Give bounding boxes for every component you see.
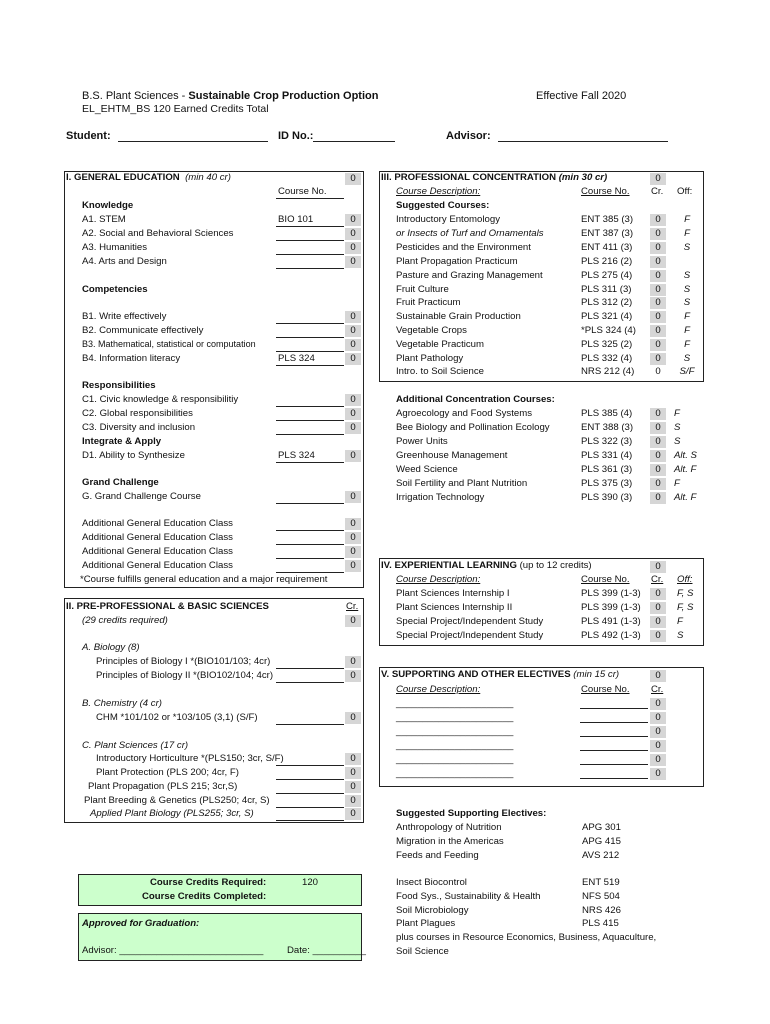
course-number: ENT 388 (3) [581,422,634,433]
chemistry-heading: B. Chemistry (4 cr) [82,698,162,709]
prof-cr-header: Cr. [651,186,664,197]
credits-required-label: Course Credits Required: [150,877,267,888]
course-offered: S [674,422,681,433]
p3-label: Plant Propagation (PLS 215; 3cr,S) [88,781,238,792]
course-number: PLS 399 (1-3) [581,588,641,599]
p3-cr[interactable]: 0 [345,781,361,793]
elective-description-field[interactable]: ______________________ [396,712,514,723]
pre-prof-total: 0 [345,615,361,627]
additional-3-field[interactable] [276,558,344,559]
course-number: PLS 332 (4) [581,353,633,364]
gen-ed-title: I. GENERAL EDUCATION (min 40 cr) [66,172,231,183]
course-offered: S [683,284,691,295]
student-label: Student: [66,130,111,142]
a1-label: A1. STEM [82,214,126,225]
prof-off-header: Off: [677,186,693,197]
course-name: Sustainable Grain Production [396,311,521,322]
a4-label: A4. Arts and Design [82,256,167,267]
c1-cr[interactable]: 0 [345,394,361,406]
p4-label: Plant Breeding & Genetics (PLS250; 4cr, S) [84,795,270,806]
course-credit-cell[interactable]: 0 [650,339,666,351]
chm-label: CHM *101/102 or *103/105 (3,1) (S/F) [96,712,258,723]
course-offered: S [683,270,691,281]
course-name: Power Units [396,436,448,447]
course-name: Irrigation Technology [396,492,485,503]
course-number: ENT 411 (3) [581,242,633,253]
course-number: PLS 322 (3) [581,436,633,447]
prof-conc-title: III. PROFESSIONAL CONCENTRATION (min 30 cr) [381,172,608,183]
d1-label: D1. Ability to Synthesize [82,450,185,461]
additional-2: Additional General Education Class [82,532,233,543]
elective-number: AVS 212 [582,850,620,861]
d1-field[interactable] [276,462,344,463]
course-offered: F, S [677,588,694,599]
elective-name: Migration in the Americas [396,836,504,847]
d1-course: PLS 324 [278,450,315,461]
bio1-label: Principles of Biology I *(BIO101/103; 4cr) [96,656,271,667]
course-offered: S [683,353,691,364]
id-field[interactable] [313,141,395,142]
elective-course-field[interactable] [580,736,648,737]
bio2-cr[interactable]: 0 [345,670,361,682]
course-credit-cell[interactable]: 0 [650,464,666,476]
id-label: ID No.: [278,130,314,142]
p4-cr[interactable]: 0 [345,795,361,807]
gen-ed-total: 0 [345,173,361,185]
course-credit-cell[interactable]: 0 [650,311,666,323]
elective-credit-cell[interactable]: 0 [650,768,666,780]
b3-cr[interactable]: 0 [345,339,361,351]
course-name: Plant Sciences Internship I [396,588,510,599]
course-name: Vegetable Practicum [396,339,484,350]
plus-courses-text: plus courses in Resource Economics, Business, Aquaculture, [396,932,657,943]
course-name: Introductory Entomology [396,214,500,225]
course-credit-cell[interactable]: 0 [650,630,666,642]
course-offered: Alt. S [674,450,697,461]
course-name: Plant Sciences Internship II [396,602,513,613]
bio1-field[interactable] [276,668,344,669]
student-field[interactable] [118,141,268,142]
biology-heading: A. Biology (8) [82,642,140,653]
p2-field[interactable] [276,779,344,780]
b3-field[interactable] [276,351,344,352]
page-subtitle: EL_EHTM_BS 120 Earned Credits Total [82,103,269,115]
exp-off-header: Off: [677,574,693,585]
prof-conc-total: 0 [650,173,666,185]
course-number: *PLS 324 (4) [581,325,636,336]
course-name: Pesticides and the Environment [396,242,531,253]
elective-number: NRS 426 [582,905,621,916]
course-credit-cell[interactable]: 0 [650,422,666,434]
prof-course-header: Course No. [581,186,630,197]
elective-description-field[interactable]: ______________________ [396,768,514,779]
course-name: Greenhouse Management [396,450,508,461]
course-credit-cell[interactable]: 0 [650,436,666,448]
course-offered: F [684,339,690,350]
g-cr[interactable]: 0 [345,491,361,503]
course-name: Bee Biology and Pollination Ecology [396,422,550,433]
elective-course-field[interactable] [580,778,648,779]
course-offered: S [683,297,691,308]
course-number: PLS 385 (4) [581,408,633,419]
a4-field[interactable] [276,268,344,269]
pre-prof-title: II. PRE-PROFESSIONAL & BASIC SCIENCES [66,601,269,612]
course-credit-cell[interactable]: 0 [650,450,666,462]
g-field[interactable] [276,503,344,504]
course-credit-cell[interactable]: 0 [650,242,666,254]
course-offered: Alt. F [674,492,697,503]
approval-date[interactable]: Date: __________ [287,945,366,956]
elective-credit-cell[interactable]: 0 [650,740,666,752]
exp-title: IV. EXPERIENTIAL LEARNING (up to 12 credits) [381,560,592,571]
course-offered: S [674,436,681,447]
b1-field[interactable] [276,323,344,324]
bio1-cr[interactable]: 0 [345,656,361,668]
elective-credit-cell[interactable]: 0 [650,698,666,710]
course-number: PLS 491 (1-3) [581,616,641,627]
course-name: Vegetable Crops [396,325,467,336]
a1-course: BIO 101 [278,214,314,225]
additional-3: Additional General Education Class [82,546,233,557]
advisor-signature[interactable]: Advisor: ___________________________ [82,945,264,956]
course-credit-cell[interactable]: 0 [650,492,666,504]
course-number: ENT 385 (3) [581,214,634,225]
b4-field[interactable] [276,365,344,366]
advisor-label: Advisor: [446,130,491,142]
elective-description-field[interactable]: ______________________ [396,740,514,751]
b2-label: B2. Communicate effectively [82,325,204,336]
course-offered: F [684,325,690,336]
header-rule [276,198,344,199]
course-name: Special Project/Independent Study [396,630,544,641]
b1-label: B1. Write effectively [82,311,167,322]
b4-cr[interactable]: 0 [345,353,361,365]
course-offered: Alt. F [674,464,697,475]
exp-desc-header: Course Description: [396,574,481,585]
course-number: PLS 275 (4) [581,270,633,281]
c1-label: C1. Civic knowledge & responsibilitiy [82,394,239,405]
p2-label: Plant Protection (PLS 200; 4cr, F) [96,767,239,778]
p4-field[interactable] [276,807,344,808]
elective-number: APG 415 [582,836,621,847]
elective-course-field[interactable] [580,750,648,751]
elective-credit-cell[interactable]: 0 [650,726,666,738]
elective-number: ENT 519 [582,877,620,888]
additional-conc-heading: Additional Concentration Courses: [396,394,555,405]
elective-name: Insect Biocontrol [396,877,467,888]
effective-date: Effective Fall 2020 [536,90,627,102]
additional-4: Additional General Education Class [82,560,233,571]
elective-credit-cell[interactable]: 0 [650,754,666,766]
course-name: Plant Propagation Practicum [396,256,518,267]
course-name: Special Project/Independent Study [396,616,544,627]
competencies-heading: Competencies [82,284,148,295]
course-credit-cell[interactable]: 0 [650,602,666,614]
elective-name: Feeds and Feeding [396,850,479,861]
supp-desc-header: Course Description: [396,684,481,695]
d1-cr[interactable]: 0 [345,450,361,462]
plus-courses-text-2: Soil Science [396,946,449,957]
b3-label: B3. Mathematical, statistical or computation [82,339,256,349]
elective-name: Soil Microbiology [396,905,469,916]
grand-heading: Grand Challenge [82,477,159,488]
additional-2-field[interactable] [276,544,344,545]
bio2-label: Principles of Biology II *(BIO102/104; 4cr) [96,670,274,681]
course-credit-cell[interactable]: 0 [650,270,666,282]
a1-field[interactable] [276,226,344,227]
course-credit-cell[interactable]: 0 [650,228,666,240]
credits-required-value: 120 [302,877,319,888]
course-offered: S [683,242,691,253]
course-number: PLS 399 (1-3) [581,602,641,613]
exp-cr-header: Cr. [651,574,664,585]
exp-total: 0 [650,561,666,573]
suggested-heading: Suggested Courses: [396,200,490,211]
course-offered: F [674,408,680,419]
additional-3-cr[interactable]: 0 [345,546,361,558]
c2-label: C2. Global responsibilities [82,408,193,419]
advisor-field[interactable] [498,141,668,142]
p1-label: Introductory Horticulture *(PLS150; 3cr, S/F) [96,753,284,764]
additional-2-cr[interactable]: 0 [345,532,361,544]
chm-cr[interactable]: 0 [345,712,361,724]
pre-prof-credits: (29 credits required) [82,615,168,626]
course-number: PLS 492 (1-3) [581,630,641,641]
knowledge-heading: Knowledge [82,200,134,211]
course-offered: F [674,478,680,489]
elective-course-field[interactable] [580,722,648,723]
elective-description-field[interactable]: ______________________ [396,726,514,737]
pre-prof-cr-header: Cr. [346,601,359,612]
elective-description-field[interactable]: ______________________ [396,754,514,765]
elective-description-field[interactable]: ______________________ [396,698,514,709]
p1-cr[interactable]: 0 [345,753,361,765]
credits-completed-label: Course Credits Completed: [142,891,267,902]
a4-cr[interactable]: 0 [345,256,361,268]
c3-cr[interactable]: 0 [345,422,361,434]
a2-field[interactable] [276,240,344,241]
suggested-supporting-heading: Suggested Supporting Electives: [396,808,547,819]
gen-ed-footnote: *Course fulfills general education and a major requirement [80,574,328,585]
integrate-heading: Integrate & Apply [82,436,162,447]
course-name: Soil Fertility and Plant Nutrition [396,478,528,489]
course-credit-cell[interactable]: 0 [650,478,666,490]
course-number: PLS 361 (3) [581,464,633,475]
p5-label: Applied Plant Biology (PLS255; 3cr, S) [90,808,254,819]
c2-field[interactable] [276,420,344,421]
elective-number: NFS 504 [582,891,620,902]
course-number: ENT 387 (3) [581,228,634,239]
course-number: PLS 325 (2) [581,339,633,350]
elective-course-field[interactable] [580,708,648,709]
supp-title: V. SUPPORTING AND OTHER ELECTIVES (min 15 cr) [381,669,620,680]
course-name: Intro. to Soil Science [396,366,484,377]
course-name: Fruit Practicum [396,297,461,308]
a3-label: A3. Humanities [82,242,148,253]
g-label: G. Grand Challenge Course [82,491,201,502]
p3-field[interactable] [276,793,344,794]
course-number: PLS 390 (3) [581,492,633,503]
b2-field[interactable] [276,337,344,338]
additional-4-field[interactable] [276,572,344,573]
additional-1-field[interactable] [276,530,344,531]
course-credit-cell[interactable]: 0 [650,214,666,226]
course-name: Weed Science [396,464,458,475]
course-name: Fruit Culture [396,284,449,295]
chm-field[interactable] [276,724,344,725]
course-credit-cell[interactable]: 0 [650,616,666,628]
course-offered: S/F [679,366,695,377]
elective-name: Food Sys., Sustainability & Health [396,891,541,902]
supp-cr-header: Cr. [651,684,664,695]
course-name: Agroecology and Food Systems [396,408,532,419]
course-credit-cell[interactable]: 0 [650,588,666,600]
elective-number: APG 301 [582,822,621,833]
exp-course-header: Course No. [581,574,630,585]
elective-name: Plant Plagues [396,918,456,929]
course-number: NRS 212 (4) [581,366,635,377]
course-number: PLS 216 (2) [581,256,633,267]
a1-cr[interactable]: 0 [345,214,361,226]
a2-label: A2. Social and Behavioral Sciences [82,228,234,239]
course-offered: F, S [677,602,694,613]
course-name: Plant Pathology [396,353,464,364]
page-title: B.S. Plant Sciences - Sustainable Crop Production Option [82,90,379,102]
p1-field[interactable] [276,765,344,766]
additional-4-cr[interactable]: 0 [345,560,361,572]
course-number: PLS 312 (2) [581,297,633,308]
p2-cr[interactable]: 0 [345,767,361,779]
bio2-field[interactable] [276,682,344,683]
course-name: Pasture and Grazing Management [396,270,543,281]
supp-course-header: Course No. [581,684,630,695]
approved-label: Approved for Graduation: [82,918,200,929]
course-credit-cell[interactable]: 0 [650,353,666,365]
additional-1: Additional General Education Class [82,518,233,529]
course-offered: F [677,616,683,627]
supp-total: 0 [650,670,666,682]
c2-cr[interactable]: 0 [345,408,361,420]
a2-cr[interactable]: 0 [345,228,361,240]
elective-name: Anthropology of Nutrition [396,822,502,833]
course-credit-cell[interactable]: 0 [650,284,666,296]
a3-field[interactable] [276,254,344,255]
responsibilities-heading: Responsibilities [82,380,156,391]
c3-label: C3. Diversity and inclusion [82,422,196,433]
course-number: PLS 321 (4) [581,311,633,322]
course-offered: F [684,311,690,322]
plant-sciences-heading: C. Plant Sciences (17 cr) [82,740,189,751]
b4-course: PLS 324 [278,353,315,364]
additional-1-cr[interactable]: 0 [345,518,361,530]
course-credit-cell[interactable]: 0 [650,297,666,309]
p5-cr[interactable]: 0 [345,808,361,820]
elective-course-field[interactable] [580,764,648,765]
course-offered: F [684,228,690,239]
course-credit-cell[interactable]: 0 [650,408,666,420]
elective-credit-cell[interactable]: 0 [650,712,666,724]
course-number: PLS 331 (4) [581,450,633,461]
p5-field[interactable] [276,820,344,821]
course-credit-cell[interactable]: 0 [655,366,661,377]
prof-desc-header: Course Description: [396,186,481,197]
b2-cr[interactable]: 0 [345,325,361,337]
a3-cr[interactable]: 0 [345,242,361,254]
course-credit-cell[interactable]: 0 [650,256,666,268]
course-name: or Insects of Turf and Ornamentals [396,228,544,239]
elective-number: PLS 415 [582,918,619,929]
course-offered: S [677,630,684,641]
course-credit-cell[interactable]: 0 [650,325,666,337]
c3-field[interactable] [276,434,344,435]
course-number: PLS 311 (3) [581,284,632,295]
course-number: PLS 375 (3) [581,478,633,489]
course-no-header: Course No. [278,186,327,197]
course-offered: F [684,214,690,225]
b1-cr[interactable]: 0 [345,311,361,323]
c1-field[interactable] [276,406,344,407]
b4-label: B4. Information literacy [82,353,181,364]
